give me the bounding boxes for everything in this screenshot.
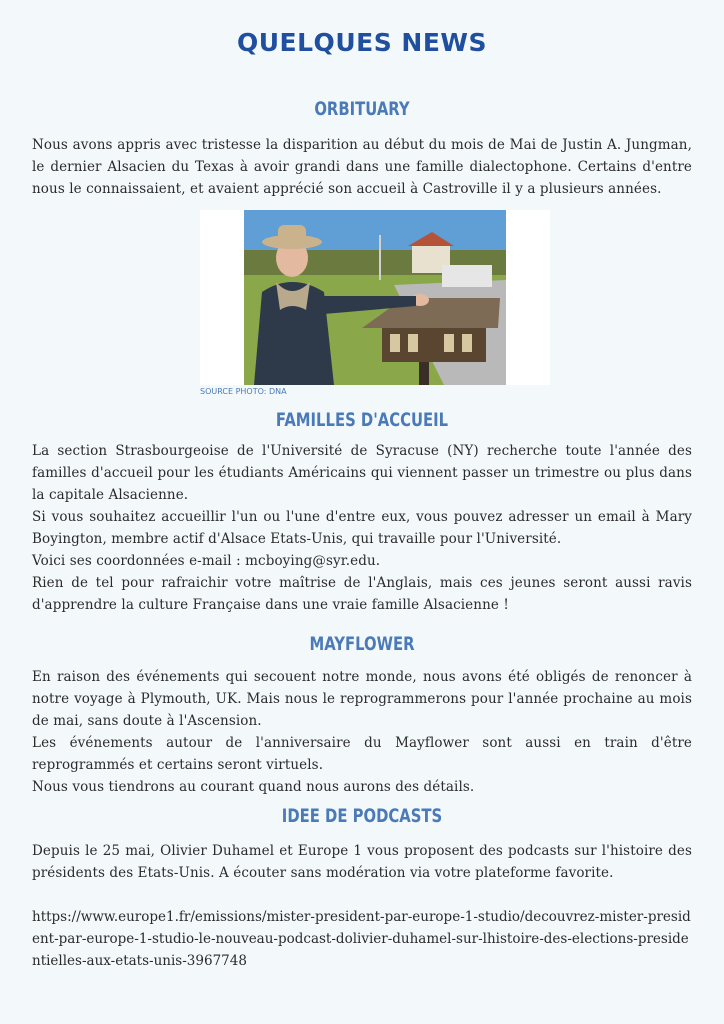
orbituary-text <box>32 134 692 200</box>
photo-truck <box>442 265 492 287</box>
photo-hat-crown <box>278 225 306 243</box>
paragraph: Rien de tel pour rafraichir votre maîtrise de l'Anglais, mais ces jeunes seront aussi ravis d'apprendre la culture Française dans une vraie famille Alsacienne ! <box>32 575 692 613</box>
photo <box>244 210 506 385</box>
section-heading-orbituary: ORBITUARY <box>314 98 410 120</box>
photo-caption: SOURCE PHOTO: DNA <box>200 387 287 396</box>
familles-text <box>32 440 692 616</box>
photo-flag-pole <box>379 235 381 280</box>
podcast-url[interactable]: https://www.europe1.fr/emissions/mister-president-par-europe-1-studio/decouvrez-mister-president-par-europe-1-studio-le-nouveau-podcast-dolivier-duhamel-sur-lhistoire-des-elections-presidentielles-aux-etats-unis-3967748 <box>32 909 691 969</box>
paragraph: Voici ses coordonnées e-mail : mcboying@syr.edu. <box>32 553 381 569</box>
photo-mailbox-window-3 <box>444 334 454 352</box>
paragraph: Les événements autour de l'anniversaire du Mayflower sont aussi en train d'être reprogrammés et certains seront virtuels. <box>32 735 692 773</box>
photo-frame <box>200 210 550 385</box>
paragraph: La section Strasbourgeoise de l'Université de Syracuse (NY) recherche toute l'année des familles d'accueil pour les étudiants Américains qui viennent passer un trimestre ou plus dans la capitale Alsacienne. <box>32 443 692 503</box>
paragraph: Nous vous tiendrons au courant quand nous aurons des détails. <box>32 779 475 795</box>
section-heading-familles: FAMILLES D'ACCUEIL <box>275 409 449 431</box>
photo-illustration <box>244 210 506 385</box>
mayflower-text <box>32 666 692 798</box>
section-heading-mayflower: MAYFLOWER <box>309 633 415 655</box>
page-title: QUELQUES NEWS <box>237 28 487 57</box>
photo-mailbox-window-2 <box>408 334 418 352</box>
photo-mailbox-window-1 <box>390 334 400 352</box>
podcasts-text <box>32 840 692 884</box>
paragraph: En raison des événements qui secouent notre monde, nous avons été obligés de renoncer à notre voyage à Plymouth, UK. Mais nous le reprogrammerons pour l'année prochaine au mois de mai, sans doute à l'Ascension. <box>32 669 692 729</box>
paragraph: Si vous souhaitez accueillir l'un ou l'une d'entre eux, vous pouvez adresser un email à Mary Boyington, membre actif d'Alsace Etats-Unis, qui travaille pour l'Université. <box>32 509 692 547</box>
paragraph: Depuis le 25 mai, Olivier Duhamel et Europe 1 vous proposent des podcasts sur l'histoire des présidents des Etats-Unis. A écouter sans modération via votre plateforme favorite. <box>32 843 692 881</box>
paragraph: Nous avons appris avec tristesse la disparition au début du mois de Mai de Justin A. Jungman, le dernier Alsacien du Texas à avoir grandi dans une famille dialectophone. Certains d'entre nous le connaissaient, et avaient apprécié son accueil à Castroville il y a plusieurs années. <box>32 137 692 197</box>
photo-mailbox-window-4 <box>462 334 472 352</box>
photo-mailbox-post <box>419 360 429 385</box>
section-heading-podcasts: IDEE DE PODCASTS <box>281 805 443 827</box>
